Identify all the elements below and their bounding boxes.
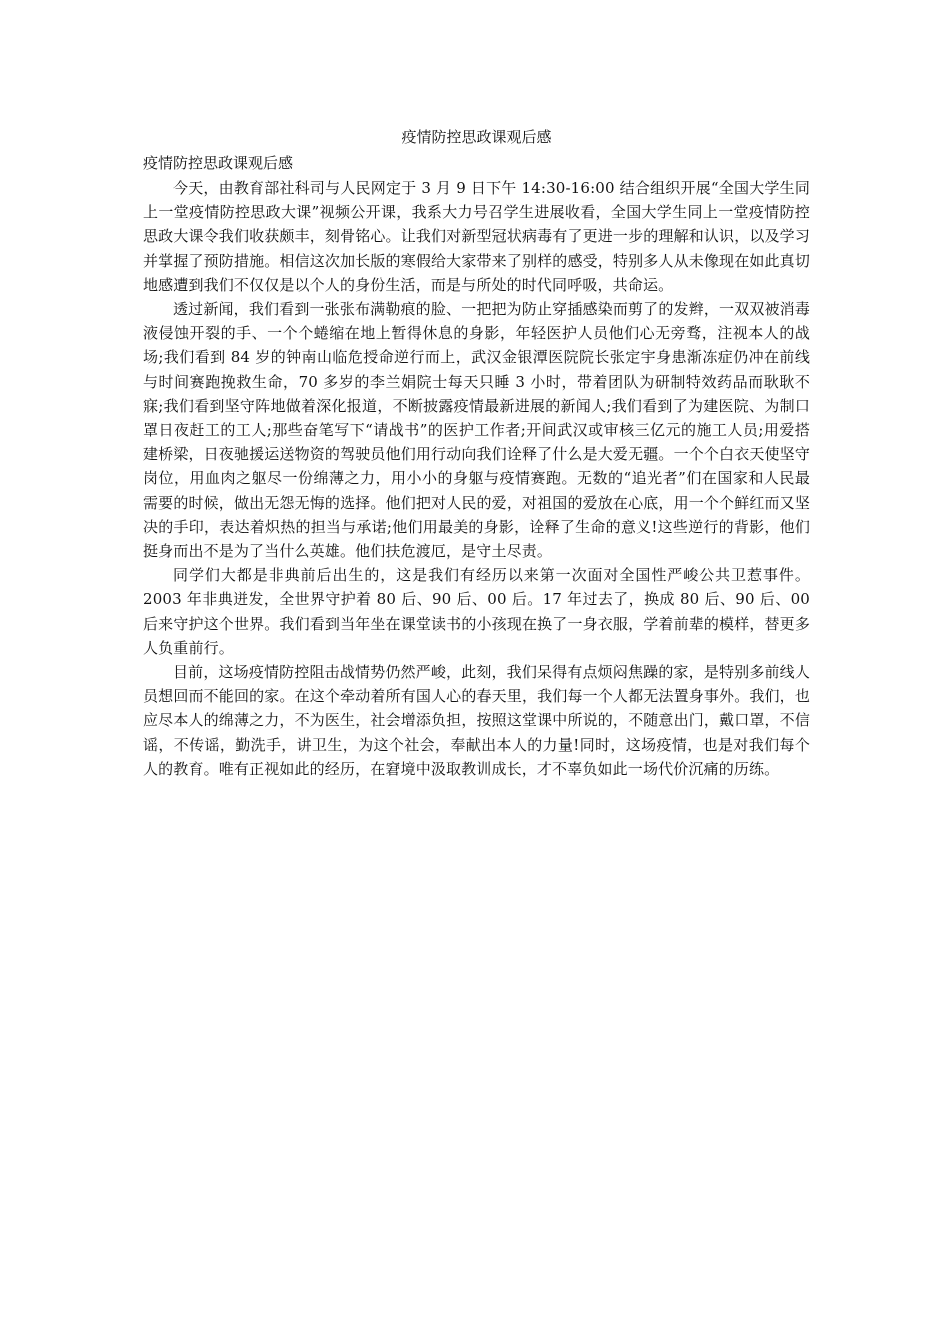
paragraph-2: 透过新闻，我们看到一张张布满勒痕的脸、一把把为防止穿插感染而剪了的发辫，一双双被消毒液侵蚀开裂的手、一个个蜷缩在地上暂得休息的身影，年轻医护人员他们心无旁骛，注视本人的战场;我们看到 84 岁的钟南山临危授命逆行而上，武汉金银潭医院院长张定宇身患渐冻症仍冲在前线与时间赛跑挽救生命，70 多岁的李兰娟院士每天只睡 3 小时，带着团队为研制特效药品而耿耿不寐;我们看到坚守阵地做着深化报道，不断披露疫情最新进展的新闻人;我们看到了为建医院、为制口罩日夜赶工的工人;那些奋笔写下“请战书”的医护工作者;开间武汉或审核三亿元的施工人员;用爱搭建桥梁，日夜驰援运送物资的驾驶员他们用行动向我们诠释了什么是大爱无疆。一个个白衣天使坚守岗位，用血肉之躯尽一份绵薄之力，用小小的身躯与疫情赛跑。无数的“追光者”们在国家和人民最需要的时候，做出无怨无悔的选择。他们把对人民的爱，对祖国的爱放在心底，用一个个鲜红而又坚决的手印，表达着炽热的担当与承诺;他们用最美的身影，诠释了生命的意义!这些逆行的背影，他们挺身而出不是为了当什么英雄。他们扶危渡厄，是守土尽责。 <box>143 300 810 561</box>
paragraph-3: 同学们大都是非典前后出生的，这是我们有经历以来第一次面对全国性严峻公共卫惹事件。2003 年非典迸发，全世界守护着 80 后、90 后、00 后。17 年过去了，换成 80 后、90 后、00 后来守护这个世界。我们看到当年坐在课堂读书的小孩现在换了一身衣服，学着前辈的模样，替更多人负重前行。 <box>143 566 810 657</box>
paragraph-4: 目前，这场疫情防控阻击战情势仍然严峻，此刻，我们呆得有点烦闷焦躁的家，是特别多前线人员想回而不能回的家。在这个牵动着所有国人心的春天里，我们每一个人都无法置身事外。我们，也应尽本人的绵薄之力，不为医生，社会增添负担，按照这堂课中所说的，不随意出门，戴口罩，不信谣，不传谣，勤洗手，讲卫生，为这个社会，奉献出本人的力量!同时，这场疫情，也是对我们每个人的教育。唯有正视如此的经历，在窘境中汲取教训成长，才不辜负如此一场代价沉痛的历练。 <box>143 663 810 778</box>
document-body <box>143 124 810 781</box>
paragraph-1: 今天，由教育部社科司与人民网定于 3 月 9 日下午 14:30-16:00 结合组织开展“全国大学生同上一堂疫情防控思政大课”视频公开课，我系大力号召学生进展收看，全国大学生同上一堂疫情防控思政大课令我们收获颇丰，刻骨铭心。让我们对新型冠状病毒有了更进一步的理解和认识，以及学习并掌握了预防措施。相信这次加长版的寒假给大家带来了别样的感受，特别多人从未像现在如此真切地感遭到我们不仅仅是以个人的身份生活，而是与所处的时代同呼吸，共命运。 <box>143 179 810 294</box>
document-title: 疫情防控思政课观后感 <box>401 128 552 146</box>
document-subtitle: 疫情防控思政课观后感 <box>143 154 294 172</box>
